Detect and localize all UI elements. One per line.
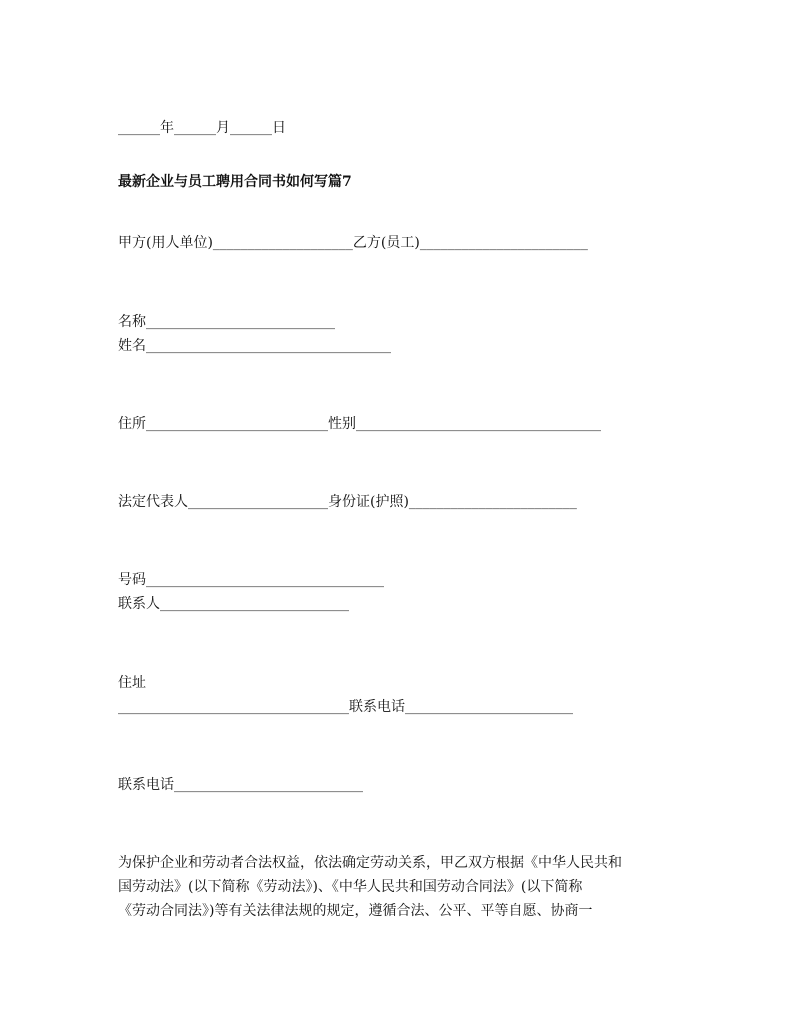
phone-line: 联系电话___________________________ bbox=[118, 777, 363, 793]
paragraph-line: 国劳动法》(以下简称《劳动法》)、《中华人民共和国劳动合同法》(以下简称 bbox=[118, 879, 583, 895]
residence-gender-line: 住所__________________________性别___________________________________ bbox=[118, 416, 601, 432]
address-phone-line: _________________________________联系电话________________________ bbox=[118, 699, 573, 715]
contact-person-line: 联系人___________________________ bbox=[118, 596, 349, 612]
paragraph-line: 《劳动合同法》)等有关法律法规的规定，遵循合法、公平、平等自愿、协商一 bbox=[118, 903, 593, 919]
name-a-line: 名称___________________________ bbox=[118, 314, 335, 330]
date-line: ______年______月______日 bbox=[118, 120, 286, 136]
name-b-line: 姓名___________________________________ bbox=[118, 338, 391, 354]
party-a-b-line: 甲方(用人单位)____________________乙方(员工)________________________ bbox=[118, 235, 588, 251]
paragraph-line: 为保护企业和劳动者合法权益，依法确定劳动关系，甲乙双方根据《中华人民共和 bbox=[118, 855, 622, 871]
document-title: 最新企业与员工聘用合同书如何写篇7 bbox=[118, 174, 352, 190]
address-label: 住址 bbox=[118, 675, 146, 691]
number-line: 号码__________________________________ bbox=[118, 572, 384, 588]
legal-rep-id-line: 法定代表人____________________身份证(护照)________________________ bbox=[118, 494, 577, 510]
